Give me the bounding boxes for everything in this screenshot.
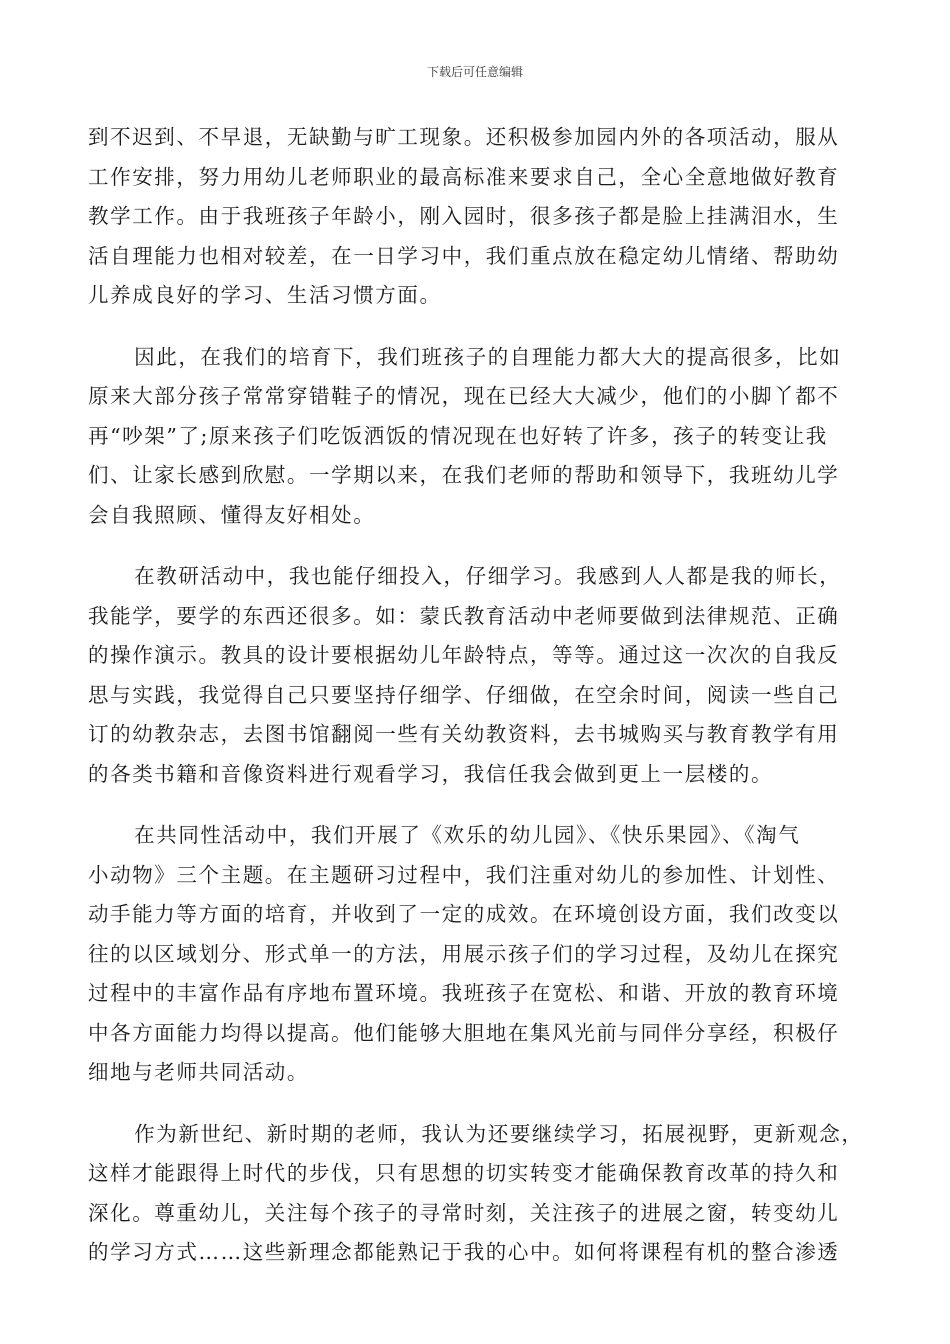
- text-line: 原来大部分孩子常常穿错鞋子的情况，现在已经大大减少，他们的小脚丫都不: [88, 384, 840, 408]
- document-body: [88, 118, 864, 1295]
- text-line: 深化。尊重幼儿，关注每个孩子的寻常时刻，关注孩子的进展之窗，转变幼儿: [88, 1200, 840, 1225]
- paragraph-5: [88, 1115, 864, 1273]
- text-line: 中各方面能力均得以提高。他们能够大胆地在集风光前与同伴分享经，积极仔: [88, 1020, 840, 1045]
- text-line: 的操作演示。教具的设计要根据幼儿年龄特点，等等。通过这一次次的自我反: [88, 643, 840, 667]
- text-line: 在共同性活动中，我们开展了《欢乐的幼儿园》、《快乐果园》、《淘气: [134, 823, 801, 847]
- text-line: 思与实践，我觉得自己只要坚持仔细学、仔细做，在空余时间，阅读一些自己: [88, 682, 840, 707]
- paragraph-4: [88, 816, 858, 1093]
- text-line: 会自我照顾、懂得友好相处。: [88, 502, 376, 527]
- text-line: 我能学，要学的东西还很多。如：蒙氏教育活动中老师要做到法律规范、正确: [88, 603, 840, 628]
- page-header: 下载后可任意编辑: [426, 65, 523, 79]
- text-line: 的各类书籍和音像资料进行观看学习，我信任我会做到更上一层楼的。: [88, 761, 774, 786]
- text-line: 活自理能力也相对较差，在一日学习中，我们重点放在稳定幼儿情绪、帮助幼: [88, 243, 840, 268]
- text-line: 这样才能跟得上时代的步伐，只有思想的切实转变才能确保教育改革的持久和: [88, 1161, 840, 1185]
- text-line: 动手能力等方面的培育，并收到了一定的成效。在环境创设方面，我们改变以: [88, 902, 840, 926]
- text-line: 儿养成良好的学习、生活习惯方面。: [88, 283, 442, 307]
- paragraph-2: [88, 338, 858, 536]
- paragraph-1: [88, 118, 858, 316]
- text-line: 们、让家长感到欣慰。一学期以来，在我们老师的帮助和领导下，我班幼儿学: [88, 463, 840, 487]
- text-line: 作为新世纪、新时期的老师，我认为还要继续学习，拓展视野，更新观念，: [134, 1121, 864, 1146]
- text-line: 再“吵架”了;原来孩子们吃饭洒饭的情况现在也好转了许多，孩子的转变让我: [88, 423, 828, 448]
- text-line: 到不迟到、不早退，无缺勤与旷工现象。还积极参加园内外的各项活动，服从: [88, 125, 840, 149]
- text-line: 订的幼教杂志，去图书馆翻阅一些有关幼教资料，去书城购买与教育教学有用: [88, 722, 840, 746]
- text-line: 在教研活动中，我也能仔细投入，仔细学习。我感到人人都是我的师长，: [134, 564, 842, 588]
- text-line: 工作安排，努力用幼儿老师职业的最高标准来要求自己，全心全意地做好教育: [88, 164, 840, 189]
- text-line: 教学工作。由于我班孩子年龄小，刚入园时，很多孩子都是脸上挂满泪水，生: [88, 204, 840, 228]
- text-line: 的学习方式……这些新理念都能熟记于我的心中。如何将课程有机的整合渗透: [88, 1240, 840, 1264]
- text-line: 往的以区域划分、形式单一的方法，用展示孩子们的学习过程，及幼儿在探究: [88, 941, 840, 966]
- paragraph-3: [88, 557, 858, 794]
- text-line: 小动物》三个主题。在主题研习过程中，我们注重对幼儿的参加性、计划性、: [88, 862, 840, 887]
- text-line: 过程中的丰富作品有序地布置环境。我班孩子在宽松、和谐、开放的教育环境: [88, 981, 840, 1005]
- text-line: 细地与老师共同活动。: [88, 1060, 309, 1084]
- text-line: 因此，在我们的培育下，我们班孩子的自理能力都大大的提高很多，比如: [134, 344, 842, 369]
